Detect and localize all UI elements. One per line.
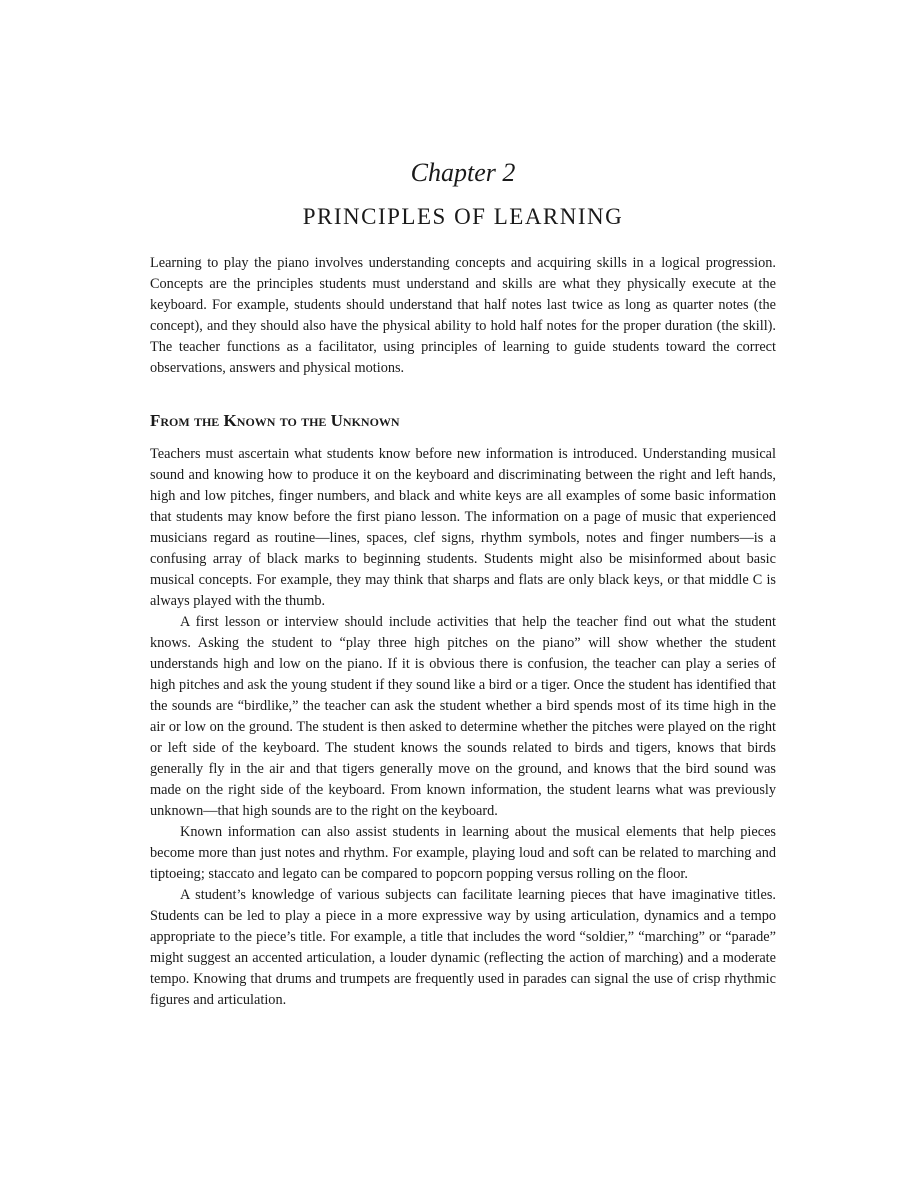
chapter-label: Chapter 2: [410, 158, 516, 187]
section-heading: From the Known to the Unknown: [150, 411, 400, 430]
body-paragraph-3: Known information can also assist students in learning about the musical elements that help pieces become more than just notes and rhythm. For example, playing loud and soft can be related to marching and tiptoeing; staccato and legato can be compared to popcorn popping versus rolling on the floor.: [150, 824, 776, 882]
body-paragraph-4: A student’s knowledge of various subjects can facilitate learning pieces that have imaginative titles. Students can be led to play a piece in a more expressive way by using articulation, dynamics and a tempo appropriate to the piece’s title. For example, a title that includes the word “soldier,” “marching” or “parade” might suggest an accented articulation, a louder dynamic (reflecting the action of marching) and a moderate tempo. Knowing that drums and trumpets are frequently used in parades can signal the use of crisp rhythmic figures and articulation.: [150, 887, 776, 1008]
chapter-title: PRINCIPLES OF LEARNING: [302, 204, 624, 229]
body-paragraph-2: A first lesson or interview should include activities that help the teacher find out what the student knows. Asking the student to “play three high pitches on the piano” will show whether the student understands high and low on the piano. If it is obvious there is confusion, the teacher can play a series of high pitches and ask the young student if they sound like a bird or a tiger. Once the student has identified that the sounds are “birdlike,” the teacher can ask the student whether a bird spends most of its time high in the air or low on the ground. The student is then asked to determine whether the pitches were played on the right or left side of the keyboard. The student knows the sounds related to birds and tigers, knows that birds generally fly in the air and that tigers generally move on the ground, and knows that the bird sound was made on the right side of the keyboard. From known information, the student learns what was previously unknown—that high sounds are to the right on the keyboard.: [150, 614, 776, 819]
body-paragraph-1: Teachers must ascertain what students know before new information is introduced. Understanding musical sound and knowing how to produce it on the keyboard and discriminating between the right and left hands, high and low pitches, finger numbers, and black and white keys are all examples of some basic information that students may know before the first piano lesson. The information on a page of music that experienced musicians regard as routine—lines, spaces, clef signs, rhythm symbols, notes and finger numbers—is a confusing array of black marks to beginning students. Students might also be misinformed about basic musical concepts. For example, they may think that sharps and flats are only black keys, or that middle C is always played with the thumb.: [150, 446, 776, 609]
intro-paragraph: Learning to play the piano involves understanding concepts and acquiring skills in a logical progression. Concepts are the principles students must understand and skills are what they physically execute at the keyboard. For example, students should understand that half notes last twice as long as quarter notes (the concept), and they should also have the physical ability to hold half notes for the proper duration (the skill). The teacher functions as a facilitator, using principles of learning to guide students toward the correct observations, answers and physical motions.: [150, 255, 776, 376]
book-page: [150, 155, 776, 1011]
